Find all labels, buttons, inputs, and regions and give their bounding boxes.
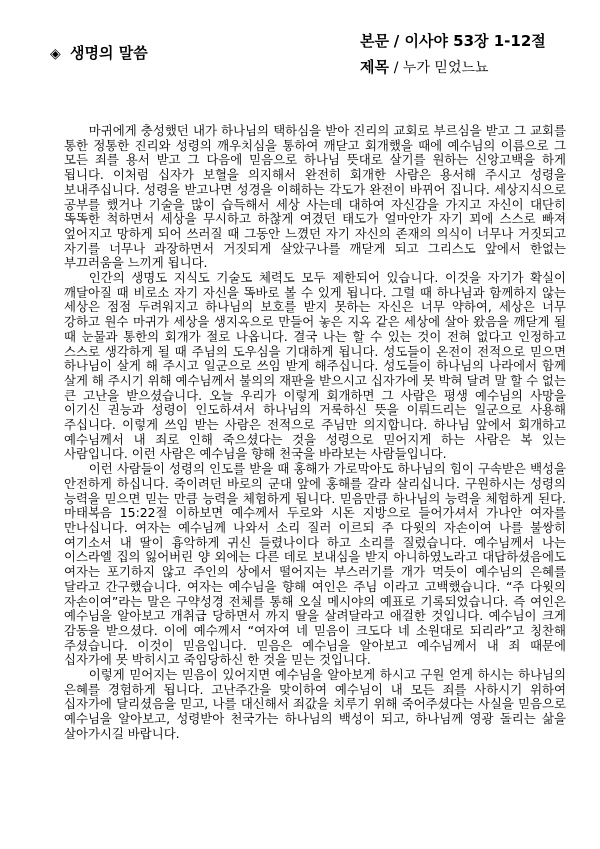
scripture-line: [360, 28, 546, 54]
title-key: 제목: [360, 58, 389, 76]
paragraph: 이런 사람들이 성령의 인도를 받을 때 홍해가 가로막아도 하나님의 힘이 구속받은 백성을 안전하게 하십니다. 죽이려던 바로의 군대 앞에 홍해를 갈라 살리십니다. 구원하시는 성령의 능력을 믿으면 믿는 만큼 능력을 체험하게 됩니다. 믿음만큼 하나님의 능력을 체험하게 된다. 마태복음 15:22절 이하보면 예수께서 두로와 시돈 지방으로 들어가셔서 가나안 여자를 만나십니다. 여자는 예수님께 나와서 소리 질러 이르되 주 다윗의 자손이여 나를 불쌍히 여기소서 내 딸이 흉악하게 귀신 들렸나이다 하고 소리를 질렀습니다. 예수님께서 나는 이스라엘 집의 잃어버린 양 외에는 다른 데로 보내심을 받지 아니하였노라고 대답하셨음에도 여자는 포기하지 않고 주인의 상에서 떨어지는 부스러기를 개가 먹듯이 예수님의 은혜를 달라고 간구했습니다. 여자는 예수님을 향해 여인은 주님 이라고 고백했습니다. “주 다윗의 자손이여”라는 말은 구약성경 전체를 통해 오실 메시야의 예표로 기록되었습니다. 즉 여인은 예수님을 알아보고 개취급 당하면서 까지 딸을 살려달라고 애걸한 것입니다. 예수님이 크게 감동을 받으셨다. 이에 예수께서 “여자여 네 믿음이 크도다 네 소원대로 되리라”고 칭찬해 주셨습니다. 이것이 믿음입니다. 믿음은 예수님을 알아보고 예수님께서 내 죄 때문에 십자가에 못 박히시고 죽임당하신 한 것을 믿는 것입니다.: [64, 461, 566, 668]
sermon-body: [64, 124, 566, 742]
paragraph: 인간의 생명도 지식도 기술도 체력도 모두 제한되어 있습니다. 이것을 자기가 확실이 깨달아질 때 비로소 자기 자신을 똑바로 볼 수 있게 됩니다. 그럴 때 하나님과 함께하지 않는 세상은 점점 두려워지고 하나님의 보호를 받지 못하는 자신은 너무 약하여, 세상은 너무 강하고 원수 마귀가 세상을 생지옥으로 만들어 놓은 지옥 같은 세상에 살아 왔음을 깨닫게 될 때 눈물과 통한의 회개가 절로 나옵니다. 결국 나는 할 수 있는 것이 전혀 없다고 인정하고 스스로 생각하게 될 때 주님의 도우심을 기대하게 됩니다. 성도들이 온전이 전적으로 믿으면 하나님이 살게 해 주시고 일군으로 쓰임 받게 해주십니다. 성도들이 하나님의 나라에서 함께 살게 해 주시기 위해 예수님께서 불의의 재판을 받으시고 십자가에 못 박혀 달려 말 할 수 없는 큰 고난을 받으셨습니다. 오늘 우리가 이렇게 회개하면 그 사람은 평생 예수님의 사망을 이기신 권능과 성령이 인도하셔서 하나님의 거룩하신 뜻을 이뤄드리는 일군으로 사용해 주십니다. 이렇게 쓰임 받는 사람은 전적으로 주님만 의지합니다. 하나님 앞에서 회개하고 예수님께서 내 죄로 인해 죽으셨다는 것을 성령으로 믿어지게 하는 사람은 복 있는 사람입니다. 이런 사람은 예수님을 향해 천국을 바라보는 사람들입니다.: [64, 270, 566, 462]
title-line: [360, 54, 546, 81]
section-heading: [50, 42, 148, 63]
paragraph: 이렇게 믿어지는 믿음이 있어지면 예수님을 알아보게 하시고 구원 얻게 하시는 하나님의 은혜를 경험하게 됩니다. 고난주간을 맞이하여 예수님이 내 모든 죄를 사하시기 위하여 십자가에 달리셨음을 믿고, 나를 대신해서 죄값을 치루기 위해 죽어주셨다는 사실을 믿음으로 예수님을 알아보고, 성령받아 천국가는 하나님의 백성이 되고, 하나님께 영광 돌리는 삶을 살아가시길 바랍니다.: [64, 667, 566, 741]
scripture-key: 본문: [360, 32, 389, 50]
sermon-meta: [360, 28, 546, 81]
scripture-value: / 이사야 53장 1-12절: [393, 32, 546, 50]
diamond-bullet-icon: ◈: [50, 46, 61, 62]
title-value: / 누가 믿었느뇨: [393, 60, 489, 76]
paragraph: 마귀에게 충성했던 내가 하나님의 택하심을 받아 진리의 교회로 부르심을 받고 그 교회를 통한 정통한 진리와 성령의 깨우치심을 통하여 깨닫고 회개했을 때에 예수님의 이름으로 그 모든 죄를 용서 받고 그 다음에 믿음으로 하나님 뜻대로 살기를 원하는 신앙고백을 하게 됩니다. 이처럼 십자가 보혈을 의지해서 완전히 회개한 사람은 용서해 주시고 성령을 보내주십니다. 성령을 받고나면 성경을 이해하는 각도가 완전이 바뀌어 집니다. 세상지식으로 공부를 했거나 기술을 많이 습득해서 세상 사는데 대하여 자신감을 가지고 자신이 대단히 똑똑한 척하면서 세상을 무시하고 하찮게 여겼던 태도가 얼마안가 자기 꾀에 스스로 빠져 엎어지고 망하게 되어 쓰러질 때 그동안 느꼈던 자기 자신의 존재의 의식이 너무나 거짓되고 자기를 너무나 과장하면서 거짓되게 살았구나를 깨닫게 되고 그리스도 앞에서 한없는 부끄러움을 느끼게 됩니다.: [64, 123, 566, 271]
page-header: [0, 22, 600, 92]
section-title: 생명의 말씀: [70, 44, 148, 62]
